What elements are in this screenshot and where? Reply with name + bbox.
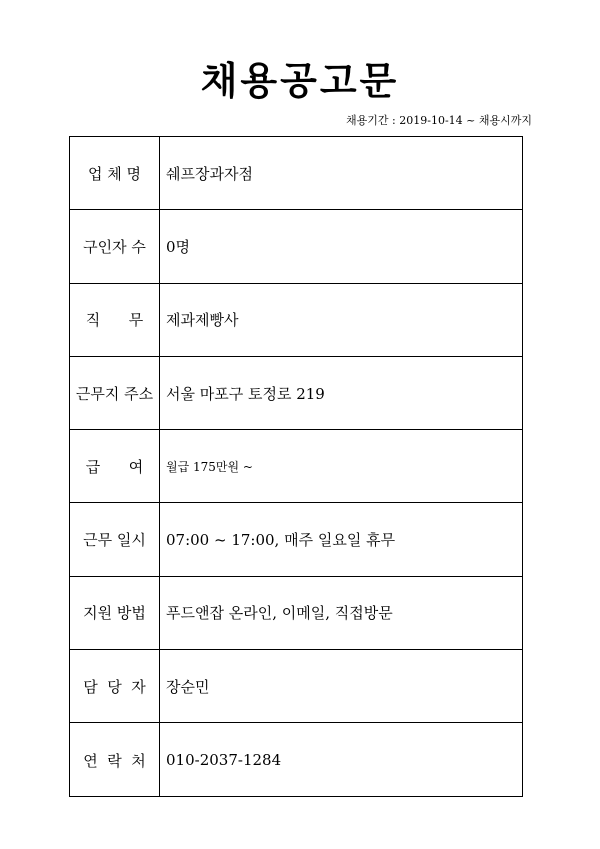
row-headcount (70, 210, 522, 283)
value-apply: 푸드앤잡 온라인, 이메일, 직접방문 (166, 604, 393, 623)
label-company: 업 체 명 (70, 137, 160, 209)
value-company: 쉐프장과자점 (166, 164, 253, 183)
row-hours (70, 503, 522, 576)
value-position: 제과제빵사 (166, 311, 239, 330)
label-position: 직 무 (70, 284, 160, 356)
job-info-table (69, 136, 523, 797)
value-manager: 장순민 (166, 677, 210, 696)
row-apply (70, 577, 522, 650)
recruitment-period: 채용기간 : 2019-10-14 ~ 채용시까지 (346, 114, 532, 127)
page-title: 채용공고문 (200, 58, 400, 103)
row-manager (70, 650, 522, 723)
label-address: 근무지 주소 (70, 357, 160, 429)
label-apply: 지원 방법 (70, 577, 160, 649)
value-address: 서울 마포구 토정로 219 (166, 384, 325, 403)
value-contact: 010-2037-1284 (166, 751, 282, 770)
row-salary (70, 430, 522, 503)
row-company (70, 137, 522, 210)
label-salary: 급 여 (70, 430, 160, 502)
value-headcount: 0명 (166, 237, 191, 256)
label-contact: 연 락 처 (70, 723, 160, 796)
row-position (70, 284, 522, 357)
label-headcount: 구인자 수 (70, 210, 160, 282)
row-address (70, 357, 522, 430)
label-hours: 근무 일시 (70, 503, 160, 575)
value-salary: 월급 175만원 ~ (166, 459, 253, 474)
row-contact (70, 723, 522, 796)
label-manager: 담 당 자 (70, 650, 160, 722)
value-hours: 07:00 ~ 17:00, 매주 일요일 휴무 (166, 531, 396, 550)
